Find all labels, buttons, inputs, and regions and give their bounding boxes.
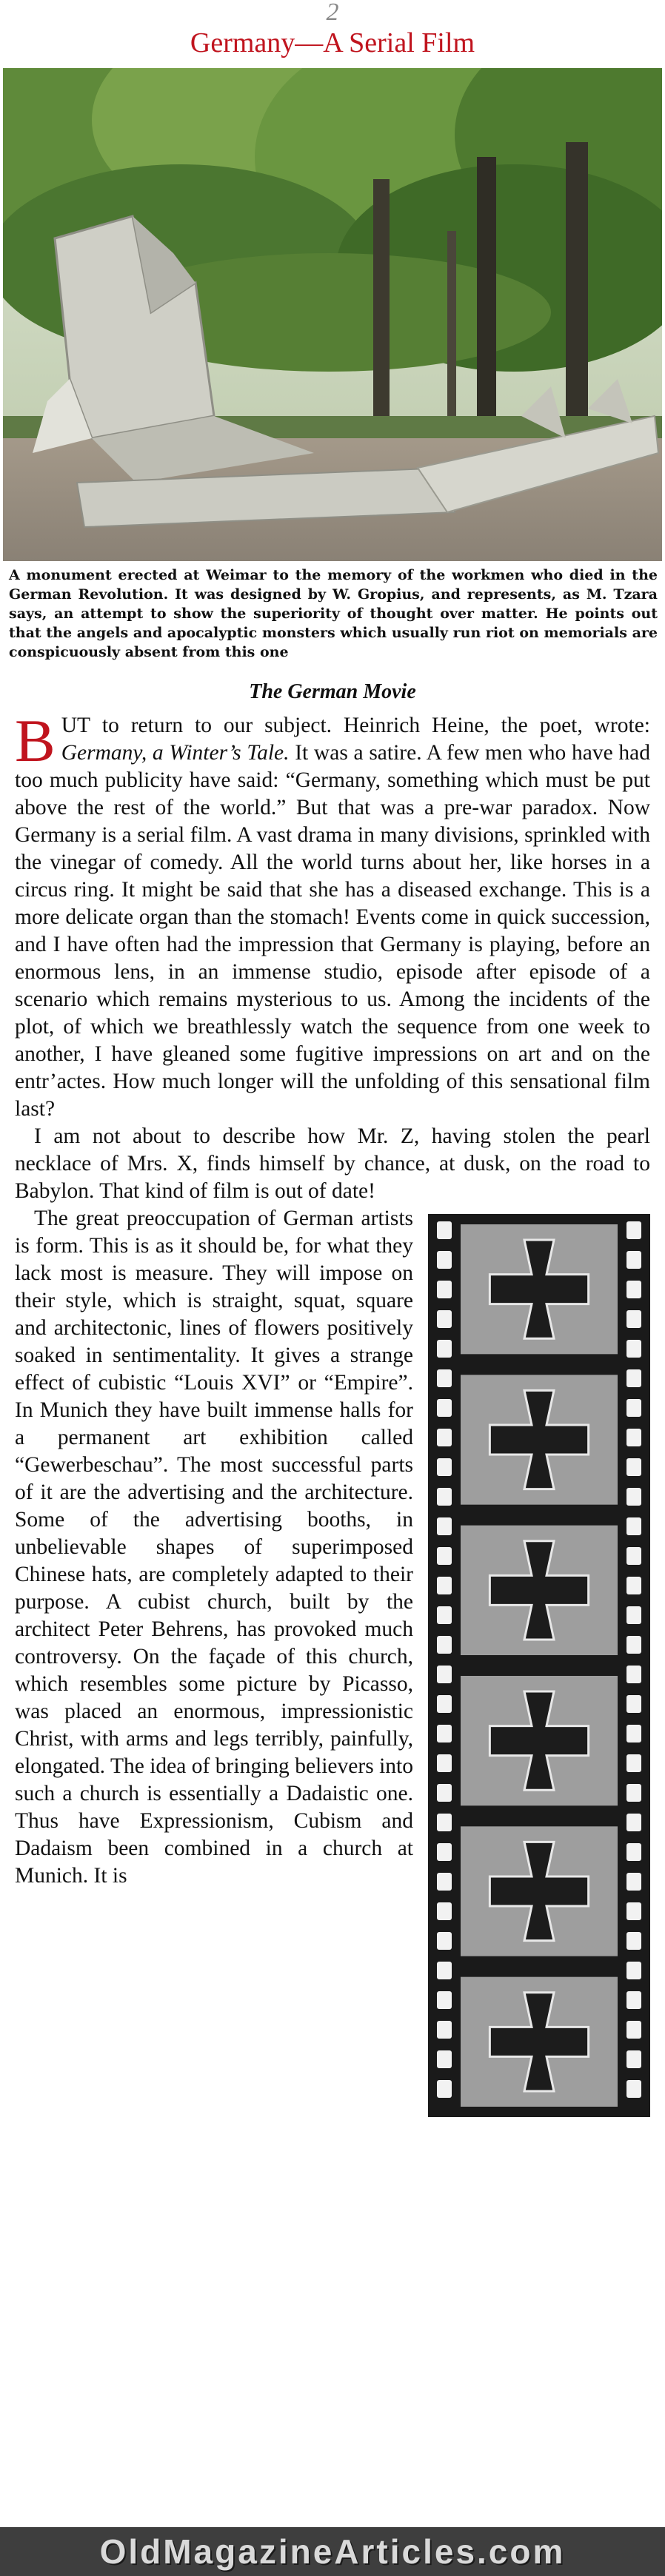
sprocket-hole	[437, 2080, 452, 2098]
sprocket-hole	[437, 1281, 452, 1298]
sprocket-hole	[437, 1547, 452, 1565]
sprocket-hole	[437, 1843, 452, 1861]
sprocket-hole	[626, 1873, 641, 1891]
page-title: Germany—A Serial Film	[190, 27, 475, 58]
sprocket-hole	[437, 1399, 452, 1417]
sprocket-hole	[626, 1251, 641, 1269]
first-word-rest: UT	[61, 714, 91, 737]
sprocket-hole	[437, 1636, 452, 1654]
sprocket-hole	[626, 2050, 641, 2068]
sprocket-hole	[437, 2021, 452, 2039]
sprocket-hole	[626, 1281, 641, 1298]
sprocket-hole	[626, 1962, 641, 1979]
sprocket-hole	[626, 1606, 641, 1624]
sprocket-hole	[437, 1369, 452, 1387]
footer-brand[interactable]: OldMagazineArticles.com	[99, 2532, 566, 2571]
drop-cap: B	[15, 707, 56, 774]
sprocket-hole	[626, 1221, 641, 1239]
sprocket-hole	[626, 1991, 641, 2009]
sprocket-hole	[626, 2080, 641, 2098]
sprocket-hole	[437, 1695, 452, 1713]
sprocket-hole	[437, 1577, 452, 1594]
sprocket-hole	[437, 1310, 452, 1328]
sprocket-hole	[626, 1399, 641, 1417]
sprocket-hole	[626, 1725, 641, 1743]
film-frame	[461, 1224, 618, 1354]
sprocket-hole	[626, 1577, 641, 1594]
page-number: 2	[326, 0, 339, 26]
sprocket-hole	[437, 2050, 452, 2068]
sprocket-hole	[437, 1606, 452, 1624]
sprocket-hole	[437, 1488, 452, 1506]
sprocket-hole	[626, 1695, 641, 1713]
sprocket-hole	[437, 1517, 452, 1535]
sprocket-hole	[626, 1636, 641, 1654]
sprocket-hole	[437, 1458, 452, 1476]
sprocket-hole	[626, 1488, 641, 1506]
sprocket-hole	[437, 1221, 452, 1239]
sprocket-hole	[626, 1843, 641, 1861]
article-body	[15, 707, 650, 2117]
sprocket-hole	[437, 1873, 452, 1891]
sprocket-hole	[626, 1340, 641, 1358]
sprocket-hole	[437, 1784, 452, 1802]
sprocket-hole	[437, 1814, 452, 1831]
film-frame	[461, 1676, 618, 1805]
book-title: Germany, a Winter’s Tale.	[61, 741, 290, 765]
film-frame	[461, 1375, 618, 1504]
sprocket-hole	[626, 1932, 641, 1950]
sprocket-hole	[437, 1991, 452, 2009]
sprocket-hole	[626, 1517, 641, 1535]
sprocket-hole	[437, 1962, 452, 1979]
paragraph-1-text: to return to our subject. Heinrich Heine, the poet, wrote:	[90, 714, 650, 737]
monument-photo	[3, 68, 662, 561]
sprocket-hole	[437, 1902, 452, 1920]
footer-banner	[0, 2527, 665, 2576]
paragraph-1	[15, 707, 650, 1123]
sprocket-hole	[626, 1429, 641, 1446]
sprocket-hole	[626, 1754, 641, 1772]
sprocket-hole	[437, 1251, 452, 1269]
sprocket-hole	[437, 1429, 452, 1446]
paragraph-1-end: It was a satire. A few men who have had too much publicity have said: “Germany, something which must be put above the rest of the world.” But that was a pre-war paradox. Now Germany is a serial film. A vast drama in many divisions, sprinkled with the vinegar of comedy. All the world turns about her, like horses in a circus ring. It might be said that she has a diseased exchange. This is a more delicate organ than the stomach! Events come in quick succession, and I have often had the impression that Germany is playing, before an enormous lens, in an immense studio, episode after episode of a scenario which remains mysterious to us. Among the incidents of the plot, of which we breathlessly watch the sequence from one week to another, I have gleaned some fugitive impressions on art and on the entr’actes. How much longer will the unfolding of this sensational film last?	[15, 741, 650, 1121]
section-heading: The German Movie	[249, 680, 416, 703]
sprocket-hole	[437, 1754, 452, 1772]
sprocket-hole	[626, 1310, 641, 1328]
sprocket-hole	[437, 1666, 452, 1683]
sprocket-hole	[626, 1458, 641, 1476]
film-frame	[461, 1526, 618, 1655]
film-frame	[461, 1826, 618, 1956]
sprocket-hole	[626, 2021, 641, 2039]
sprocket-hole	[626, 1666, 641, 1683]
sprocket-hole	[437, 1340, 452, 1358]
sprocket-hole	[626, 1369, 641, 1387]
paragraph-2: I am not about to describe how Mr. Z, having stolen the pearl necklace of Mrs. X, finds himself by chance, at dusk, on the road to Babylon. That kind of film is out of date!	[15, 1124, 650, 1203]
sprocket-hole	[626, 1902, 641, 1920]
photo-caption: A monument erected at Weimar to the memory of the workmen who died in the German Revolution. It was designed by W. Gropius, and represents, as M. Tzara says, an attempt to show the superiority of thought over matter. He points out that the angels and apocalyptic monsters which usually run riot on memorials are conspicuously absent from this one	[9, 567, 658, 660]
filmstrip-image	[428, 1214, 650, 2117]
sprocket-hole	[437, 1932, 452, 1950]
paragraph-3: The great preoccupation of German artists is form. This is as it should be, for what they lack most is measure. They will impose on their style, which is straight, squat, square and architectonic, lines of flowers positively soaked in sentimentality. It gives a strange effect of cubistic “Louis XVI” or “Empire”. In Munich they have built immense halls for a permanent art exhibition called “Gewerbeschau”. The most successful parts of it are the advertising and the architecture. Some of the advertising booths, in unbelievable shapes of superimposed Chinese hats, are completely adapted to their purpose. A cubist church, built by the architect Peter Behrens, has provoked much controversy. On the façade of this church, which resembles some picture by Picasso, was placed an enormous, impressionistic Christ, with arms and legs terribly, painfully, elongated. The idea of bringing believers into such a church is essentially a Dadaistic one. Thus have Expressionism, Cubism and Dadaism been combined in a church at Munich. It is	[15, 1207, 413, 1888]
sprocket-hole	[626, 1784, 641, 1802]
sprocket-hole	[437, 1725, 452, 1743]
sprocket-hole	[626, 1547, 641, 1565]
sprocket-hole	[626, 1814, 641, 1831]
film-frame	[461, 1977, 618, 2107]
